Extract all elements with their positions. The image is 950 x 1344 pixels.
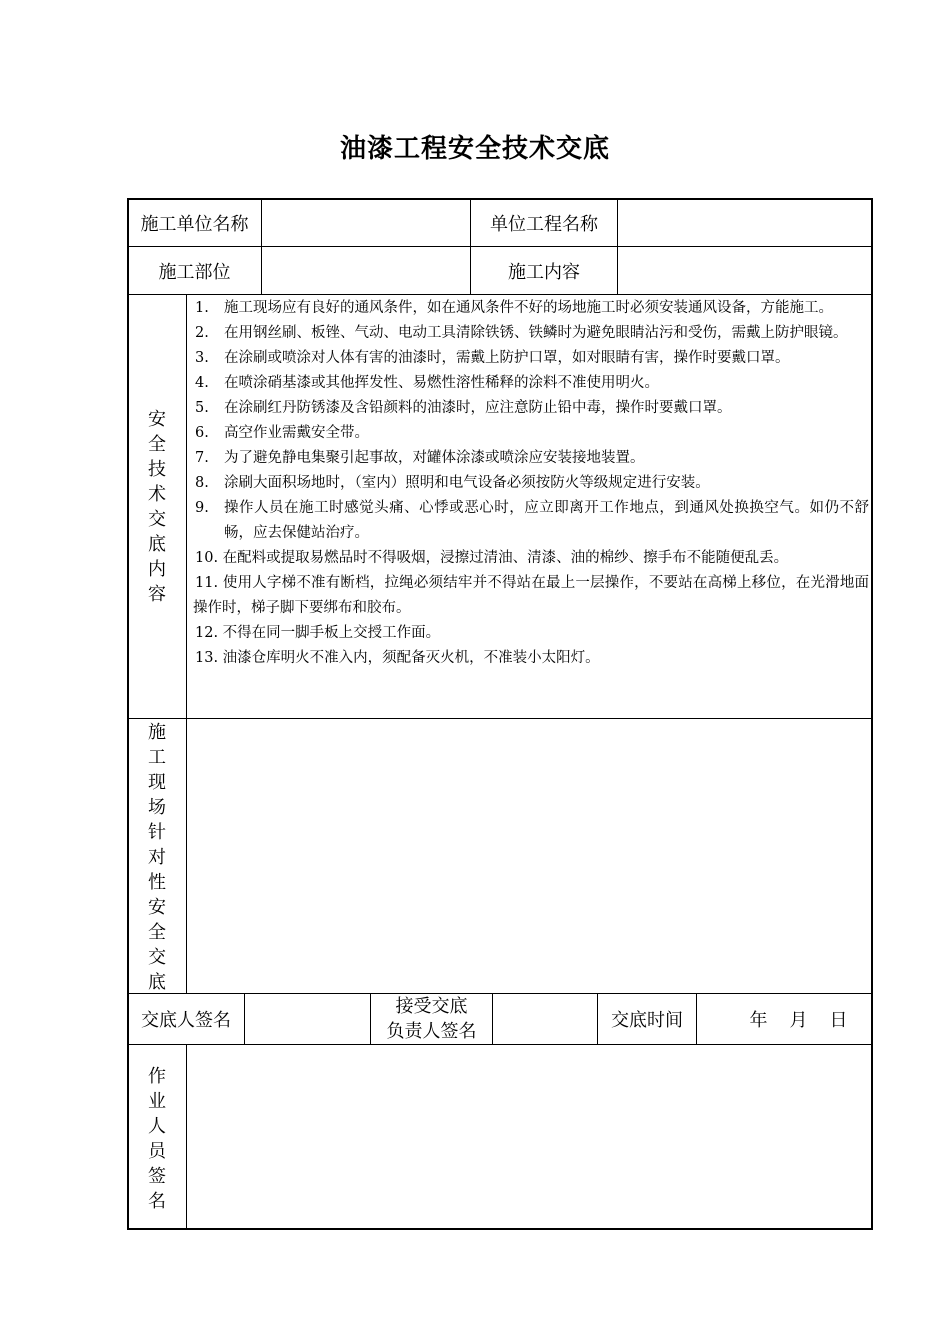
label-char: 场 <box>148 797 166 818</box>
label-char: 交 <box>148 508 166 530</box>
label-char: 内 <box>148 558 166 580</box>
list-item: 12. 不得在同一脚手板上交授工作面。 <box>195 625 441 641</box>
label-char: 作 <box>148 1066 166 1087</box>
label-char: 底 <box>148 533 166 555</box>
unit-name-field[interactable] <box>262 199 470 246</box>
label-char: 人 <box>148 1116 166 1137</box>
workers-signature-field[interactable] <box>187 1045 872 1229</box>
disclosure-time-label: 交底时间 <box>611 1010 683 1031</box>
label-char: 针 <box>148 822 166 843</box>
list-item: 7. 为了避免静电集聚引起事故，对罐体涂漆或喷涂应安装接地装置。 <box>195 450 645 466</box>
label-char: 术 <box>148 483 166 505</box>
list-item: 6. 高空作业需戴安全带。 <box>195 425 369 441</box>
list-item: 8. 涂刷大面积场地时，（室内）照明和电气设备必须按防火等级规定进行安装。 <box>195 475 710 491</box>
label-char: 全 <box>148 922 166 943</box>
receiver-label-line2: 负责人签名 <box>386 1021 477 1042</box>
unit-name-label: 施工单位名称 <box>140 213 249 235</box>
site-specific-label <box>128 720 186 993</box>
label-char: 施 <box>148 722 166 743</box>
label-char: 性 <box>148 872 166 893</box>
label-char: 安 <box>148 897 166 918</box>
list-item: 9. 操作人员在施工时感觉头痛、心悸或恶心时，应立即离开工作地点，到通风处换换空气。如仍不舒畅，应去保健站治疗。 <box>195 500 869 541</box>
disclosure-date-field[interactable]: 年 月 日 <box>749 1010 850 1031</box>
label-char: 技 <box>148 458 166 480</box>
label-char: 全 <box>148 433 166 455</box>
label-char: 员 <box>148 1141 166 1162</box>
list-item: 5. 在涂刷红丹防锈漆及含铅颜料的油漆时，应注意防止铅中毒，操作时要戴口罩。 <box>195 400 732 416</box>
list-item: 13. 油漆仓库明火不准入内，须配备灭火机，不准装小太阳灯。 <box>195 650 600 666</box>
label-char: 业 <box>148 1091 166 1112</box>
site-specific-field[interactable] <box>187 719 872 993</box>
workers-signature-label <box>128 1064 186 1224</box>
label-char: 名 <box>148 1191 166 1212</box>
content-label: 施工内容 <box>508 261 580 283</box>
label-char: 交 <box>148 947 166 968</box>
location-label: 施工部位 <box>158 261 231 283</box>
content-field[interactable] <box>618 247 872 294</box>
list-item: 4. 在喷涂硝基漆或其他挥发性、易燃性溶性稀释的涂料不准使用明火。 <box>195 375 659 391</box>
list-item: 1. 施工现场应有良好的通风条件，如在通风条件不好的场地施工时必须安装通风设备，方能施工。 <box>195 300 833 316</box>
label-char: 安 <box>148 408 166 430</box>
label-char: 对 <box>148 847 166 868</box>
safety-items-list <box>193 296 869 671</box>
safety-content-label <box>128 295 186 718</box>
discloser-signature-field[interactable] <box>245 994 370 1044</box>
row-divider <box>128 294 872 295</box>
list-item: 10. 在配料或提取易燃品时不得吸烟，浸擦过清油、清漆、油的棉纱、擦手布不能随便乱丢。 <box>195 550 789 566</box>
receiver-label-line1: 接受交底 <box>395 996 468 1017</box>
label-char: 现 <box>148 772 166 793</box>
receiver-label <box>371 994 492 1044</box>
label-char: 工 <box>148 747 166 768</box>
project-name-label: 单位工程名称 <box>490 213 598 235</box>
location-field[interactable] <box>262 247 470 294</box>
discloser-label: 交底人签名 <box>141 1010 231 1031</box>
label-char: 容 <box>148 583 166 605</box>
list-item: 3. 在涂刷或喷涂对人体有害的油漆时，需戴上防护口罩，如对眼睛有害，操作时要戴口罩。 <box>195 350 790 366</box>
list-item: 2. 在用钢丝刷、板锉、气动、电动工具清除铁锈、铁鳞时为避免眼睛沾污和受伤，需戴上防护眼镜。 <box>195 325 848 341</box>
list-item: 11. 使用人字梯不准有断档，拉绳必须结牢并不得站在最上一层操作，不要站在高梯上移位，在光滑地面操作时，梯子脚下要绑布和胶布。 <box>193 575 870 616</box>
receiver-signature-field[interactable] <box>493 994 597 1044</box>
project-name-field[interactable] <box>618 199 872 246</box>
document-title: 油漆工程安全技术交底 <box>339 134 610 164</box>
label-char: 底 <box>148 972 166 993</box>
label-char: 签 <box>148 1166 166 1187</box>
